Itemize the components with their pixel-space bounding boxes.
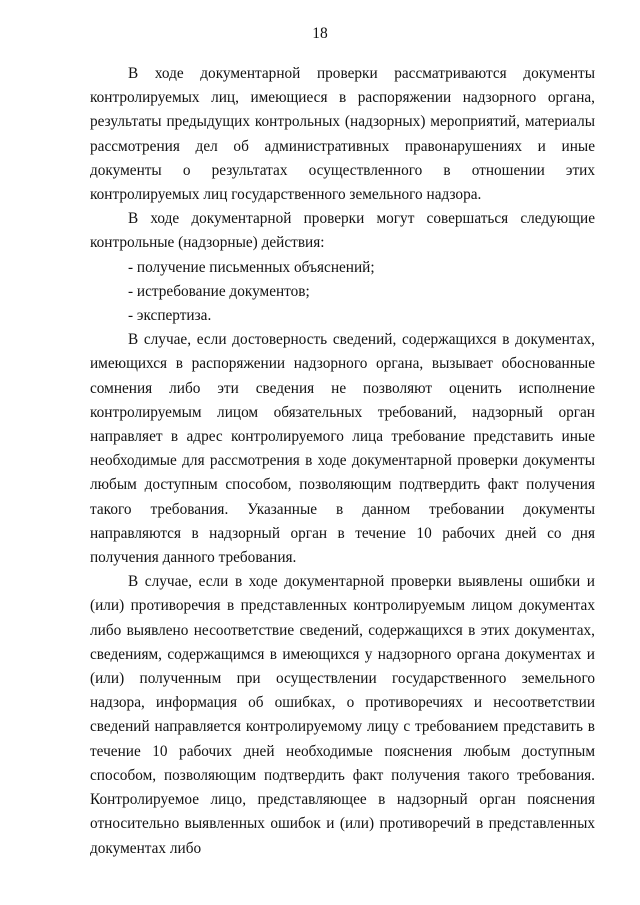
page-number: 18	[312, 25, 328, 42]
paragraph-control-actions-intro: В ходе документарной проверки могут совершаться следующие контрольные (надзорные) действия:	[90, 210, 595, 252]
list-item-expertise: - экспертиза.	[128, 307, 212, 325]
paragraph-errors-contradictions: В случае, если в ходе документарной проверки выявлены ошибки и (или) противоречия в представленных контролируемым лицом документах либо выявлено несоответствие сведений, содержащихся в этих документах, сведениям, содержащимся в имеющихся у надзорного органа документах и (или) полученным при осуществлении государственного земельного надзора, информация об ошибках, о противоречиях и несоответствии сведений направляется контролируемому лицу с требованием представить в течение 10 рабочих дней необходимые пояснения любым доступным способом, позволяющим подтвердить факт получения такого требования. Контролируемое лицо, представляющее в надзорный орган пояснения относительно выявленных ошибок и (или) противоречий в представленных документах либо	[90, 573, 595, 857]
paragraph-document-request-procedure: В случае, если достоверность сведений, содержащихся в документах, имеющихся в распоряжении надзорного органа, вызывает обоснованные сомнения либо эти сведения не позволяют оценить исполнение контролируемым лицом обязательных требований, надзорный орган направляет в адрес контролируемого лица требование представить иные необходимые для рассмотрения в ходе документарной проверки документы любым доступным способом, позволяющим подтвердить факт получения такого требования. Указанные в данном требовании документы направляются в надзорный орган в течение 10 рабочих дней со дня получения данного требования.	[90, 331, 595, 567]
list-item-written-explanations: - получение письменных объяснений;	[128, 258, 375, 276]
document-body	[90, 62, 595, 861]
list-item-document-request: - истребование документов;	[128, 282, 310, 300]
paragraph-documentary-check-scope: В ходе документарной проверки рассматриваются документы контролируемых лиц, имеющиеся в распоряжении надзорного органа, результаты предыдущих контрольных (надзорных) мероприятий, материалы рассмотрения дел об административных правонарушениях и иные документы о результатах осуществленного в отношении этих контролируемых лиц государственного земельного надзора.	[90, 65, 595, 204]
